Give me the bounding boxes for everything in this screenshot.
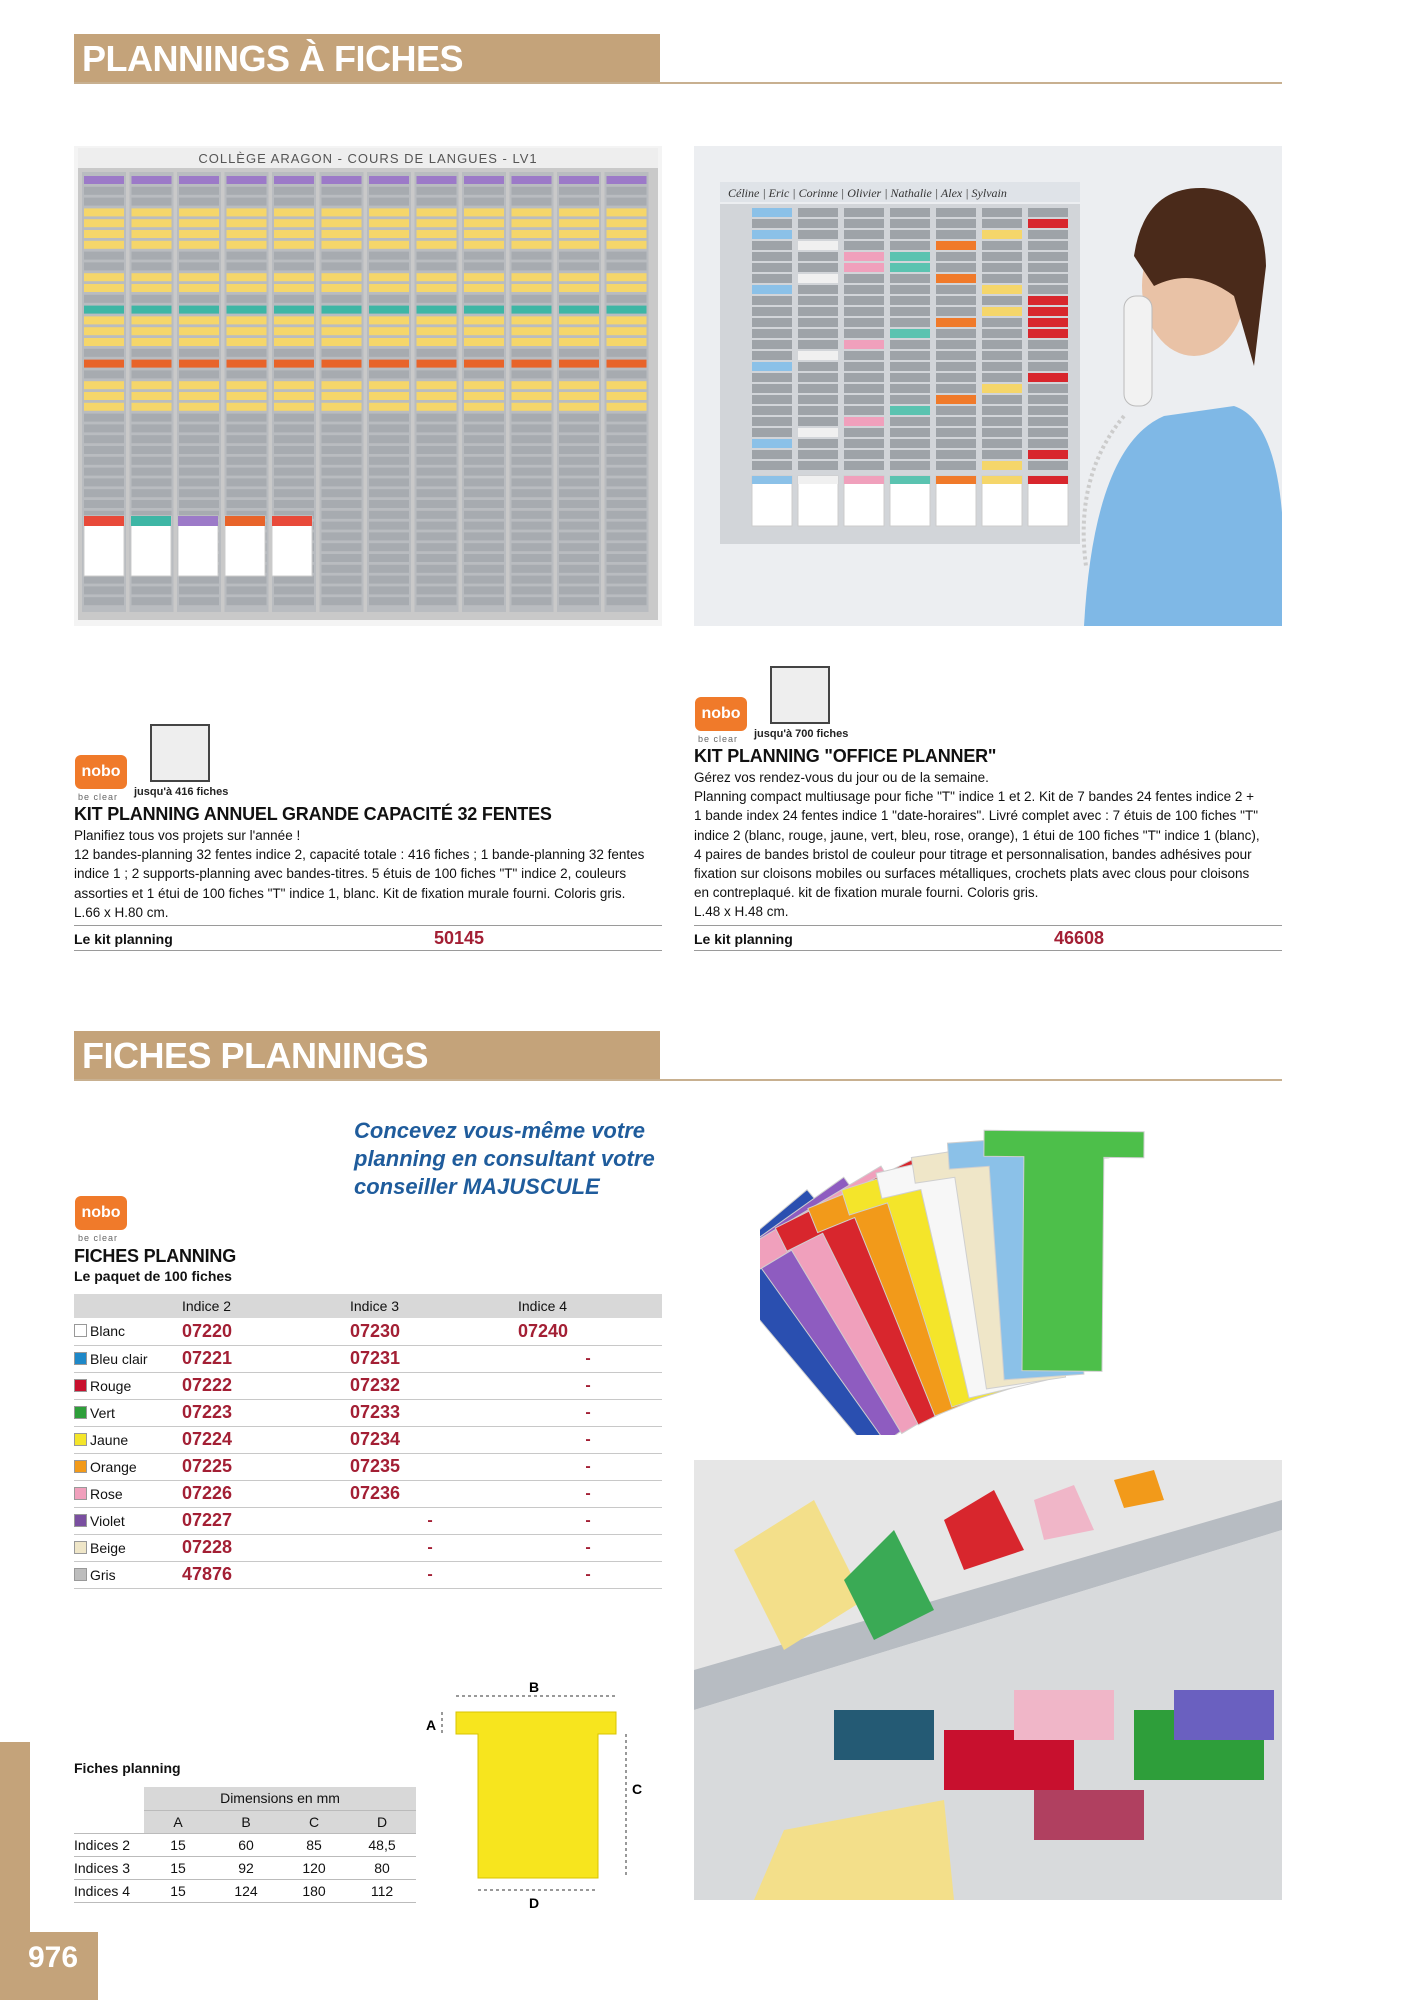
table-row (74, 1480, 662, 1507)
reference-cell: 07231 (346, 1345, 514, 1372)
reference-cell: 07222 (178, 1372, 346, 1399)
table-row (74, 1399, 662, 1426)
dims-cell: 15 (144, 1879, 212, 1902)
board-header-text: COLLÈGE ARAGON - COURS DE LANGUES - LV1 (198, 151, 538, 166)
color-name-cell (74, 1399, 178, 1426)
description-line: Planifiez tous vos projets sur l'année ! (74, 828, 301, 843)
capacity-label: jusqu'à 416 fiches (134, 786, 229, 798)
page-number-text: 976 (28, 1941, 79, 1974)
table-header: Indice 4 (514, 1294, 662, 1318)
color-name: Bleu clair (90, 1350, 148, 1367)
color-name-cell (74, 1345, 178, 1372)
color-swatch (74, 1406, 87, 1419)
color-swatch (74, 1514, 87, 1527)
table-row (74, 1879, 416, 1902)
colored-cards-fan-photo (760, 1105, 1180, 1435)
fiche-capacity-icon (770, 666, 830, 724)
color-swatch (74, 1460, 87, 1473)
reference-cell: - (514, 1561, 662, 1588)
reference-cell: 07224 (178, 1426, 346, 1453)
color-name-cell (74, 1480, 178, 1507)
color-name-cell (74, 1372, 178, 1399)
table-row (74, 1318, 662, 1345)
table-row (74, 1345, 662, 1372)
reference-cell: 07226 (178, 1480, 346, 1507)
description-line: Planning compact multiusage pour fiche "T" indice 1 et 2. Kit de 7 bandes 24 fentes indice 2 + (694, 789, 1255, 805)
reference-cell: 07227 (178, 1507, 346, 1534)
dims-col-header: B (212, 1810, 280, 1833)
brand-tagline: be clear (78, 792, 119, 802)
section-title: FICHES PLANNINGS (82, 1035, 429, 1076)
product-title: KIT PLANNING ANNUEL GRANDE CAPACITÉ 32 FENTES (74, 804, 552, 824)
color-name-cell (74, 1426, 178, 1453)
product-description (694, 768, 1284, 922)
reference-cell: 07232 (346, 1372, 514, 1399)
brand-tagline: be clear (78, 1233, 119, 1243)
brand-name: nobo (81, 763, 121, 780)
nobo-logo (695, 697, 747, 731)
brand-name: nobo (701, 705, 741, 722)
description-line: 12 bandes-planning 32 fentes indice 2, capacité totale : 416 fiches ; 1 bande-planning 32 fentes (74, 847, 645, 863)
dim-label-b: B (528, 1679, 540, 1695)
price-row (74, 925, 662, 951)
dims-cell: 120 (280, 1856, 348, 1879)
table-header: Indice 3 (346, 1294, 514, 1318)
reference-cell: - (514, 1453, 662, 1480)
advisor-tagline: Concevez vous-même votre planning en consultant votre conseiller MAJUSCULE (354, 1118, 655, 1199)
page-edge-strip (0, 1742, 30, 1932)
product-title: KIT PLANNING "OFFICE PLANNER" (694, 746, 997, 766)
page-number (0, 1932, 98, 2000)
reference-cell: 07240 (514, 1318, 662, 1345)
reference-cell: - (346, 1561, 514, 1588)
dims-cell: 124 (212, 1879, 280, 1902)
dims-cell: 60 (212, 1833, 280, 1856)
color-swatch (74, 1352, 87, 1365)
reference-cell: - (346, 1534, 514, 1561)
color-name: Rouge (90, 1377, 132, 1394)
color-name: Vert (90, 1404, 115, 1421)
table-header-color (74, 1294, 178, 1318)
color-name-cell (74, 1534, 178, 1561)
dims-col-header: D (348, 1810, 416, 1833)
table-row (74, 1534, 662, 1561)
fiche-capacity-icon (150, 724, 210, 782)
planning-board-photo (74, 146, 662, 626)
dims-cell: 80 (348, 1856, 416, 1879)
color-name: Orange (90, 1458, 137, 1475)
cards-fan-illustration (760, 1105, 1180, 1435)
table-header: Indice 2 (178, 1294, 346, 1318)
dims-row-label: Indices 3 (74, 1856, 144, 1879)
dim-label-c: C (632, 1781, 643, 1797)
section-title: PLANNINGS À FICHES (82, 38, 464, 79)
reference-cell: - (514, 1345, 662, 1372)
color-name-cell (74, 1318, 178, 1345)
reference-cell: - (514, 1399, 662, 1426)
reference-cell: - (514, 1426, 662, 1453)
description-line: assorties et 1 étui de 100 fiches "T" indice 1, blanc. Kit de fixation murale fourni. Coloris gris. (74, 885, 626, 901)
t-card-dimension-diagram (420, 1672, 650, 1912)
dims-cell: 180 (280, 1879, 348, 1902)
dims-group-header: Dimensions en mm (144, 1787, 416, 1810)
reference-cell: - (514, 1480, 662, 1507)
dimensions-title: Fiches planning (74, 1760, 181, 1776)
dim-label-d: D (528, 1895, 540, 1911)
product-subtitle: Le paquet de 100 fiches (74, 1268, 232, 1284)
description-line: Gérez vos rendez-vous du jour ou de la semaine. (694, 770, 989, 785)
color-name: Gris (90, 1566, 116, 1583)
reference-cell: 07221 (178, 1345, 346, 1372)
product-reference: 46608 (1054, 928, 1105, 948)
color-swatch (74, 1324, 87, 1337)
section-header-fiches (74, 1031, 660, 1081)
nobo-logo (75, 755, 127, 789)
capacity-label: jusqu'à 700 fiches (754, 728, 849, 740)
table-row (74, 1856, 416, 1879)
planning-board-illustration (74, 146, 662, 626)
color-name-cell (74, 1561, 178, 1588)
planning-rail-photo (694, 1460, 1282, 1900)
reference-cell: - (514, 1507, 662, 1534)
reference-cell: 07235 (346, 1453, 514, 1480)
reference-cell: 07223 (178, 1399, 346, 1426)
description-line: en contreplaqué. kit de fixation murale fourni. Coloris gris. (694, 885, 1039, 901)
dims-cell: 112 (348, 1879, 416, 1902)
color-name-cell (74, 1507, 178, 1534)
dims-corner (74, 1810, 144, 1833)
price-label: Le kit planning (74, 931, 173, 947)
description-line: L.66 x H.80 cm. (74, 904, 169, 920)
color-swatch (74, 1568, 87, 1581)
dims-cell: 48,5 (348, 1833, 416, 1856)
brand-name: nobo (81, 1204, 121, 1221)
color-swatch (74, 1541, 87, 1554)
reference-cell: 07236 (346, 1480, 514, 1507)
description-line: 4 paires de bandes bristol de couleur pour titrage et personnalisation, bandes adhésives pour (694, 846, 1252, 862)
product-title: FICHES PLANNING (74, 1246, 237, 1266)
dims-row-label: Indices 4 (74, 1879, 144, 1902)
color-name: Blanc (90, 1323, 126, 1340)
price-label: Le kit planning (694, 931, 793, 947)
section-header-plannings (74, 34, 660, 84)
table-row (74, 1833, 416, 1856)
planner-names-text: Céline | Eric | Corinne | Olivier | Nathalie | Alex | Sylvain (728, 186, 1007, 200)
office-planner-photo (694, 146, 1282, 626)
reference-cell: - (346, 1507, 514, 1534)
dims-cell: 85 (280, 1833, 348, 1856)
color-swatch (74, 1487, 87, 1500)
nobo-logo (75, 1196, 127, 1230)
section-rule (74, 1079, 1282, 1081)
color-name: Beige (90, 1539, 126, 1556)
reference-cell: 07225 (178, 1453, 346, 1480)
table-row (74, 1426, 662, 1453)
fiches-reference-table (74, 1294, 662, 1589)
planning-rail-illustration (694, 1460, 1282, 1900)
table-row (74, 1453, 662, 1480)
reference-cell: 07228 (178, 1534, 346, 1561)
color-name-cell (74, 1453, 178, 1480)
dims-corner (74, 1787, 144, 1810)
price-row (694, 925, 1282, 951)
color-swatch (74, 1379, 87, 1392)
description-line: indice 2 (blanc, rouge, jaune, vert, bleu, rose, orange), 1 étui de 100 fiches "T" indice 1 (blanc), (694, 827, 1260, 843)
color-swatch (74, 1433, 87, 1446)
reference-cell: 07233 (346, 1399, 514, 1426)
brand-tagline: be clear (698, 734, 739, 744)
product-reference: 50145 (434, 928, 485, 948)
dims-row-label: Indices 2 (74, 1833, 144, 1856)
reference-cell: 47876 (178, 1561, 346, 1588)
product-description (74, 826, 664, 922)
dims-cell: 92 (212, 1856, 280, 1879)
reference-cell: - (514, 1534, 662, 1561)
description-line: indice 1 ; 2 supports-planning avec bandes-titres. 5 étuis de 100 fiches "T" indice 2, couleurs (74, 866, 627, 882)
dims-col-header: C (280, 1810, 348, 1833)
dims-cell: 15 (144, 1833, 212, 1856)
description-line: L.48 x H.48 cm. (694, 904, 789, 920)
reference-cell: 07220 (178, 1318, 346, 1345)
dims-cell: 15 (144, 1856, 212, 1879)
reference-cell: 07234 (346, 1426, 514, 1453)
table-row (74, 1507, 662, 1534)
dimensions-table (74, 1787, 416, 1903)
description-line: 1 bande index 24 fentes indice 1 "date-horaires". Livré complet avec : 7 étuis de 100 fiches "T" (694, 808, 1258, 824)
reference-cell: 07230 (346, 1318, 514, 1345)
dims-col-header: A (144, 1810, 212, 1833)
description-line: fixation sur cloisons mobiles ou surfaces métalliques, crochets plats avec clous pour cloisons (694, 866, 1250, 882)
reference-cell: - (514, 1372, 662, 1399)
color-name: Rose (90, 1485, 123, 1502)
table-row (74, 1372, 662, 1399)
dim-label-a: A (426, 1717, 437, 1733)
office-planner-illustration (694, 146, 1282, 626)
color-name: Violet (90, 1512, 125, 1529)
section-rule (74, 82, 1282, 84)
color-name: Jaune (90, 1431, 129, 1448)
table-row (74, 1561, 662, 1588)
